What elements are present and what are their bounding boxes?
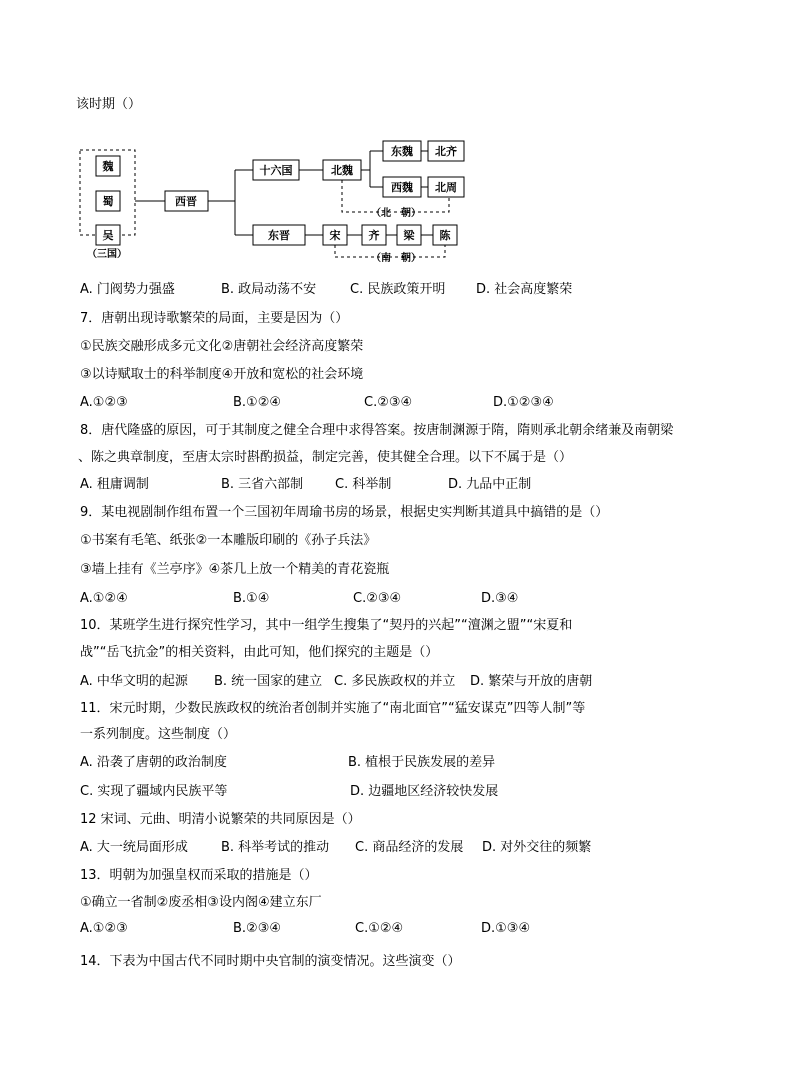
q11-option-c: C. 实现了疆域内民族平等 <box>80 784 228 799</box>
q7-items-2: ③以诗赋取士的科举制度④开放和宽松的社会环境 <box>80 367 364 382</box>
label-wei: 魏 <box>102 160 114 173</box>
q10-option-a: A. 中华文明的起源 <box>80 674 188 689</box>
q8-option-c: C. 科举制 <box>335 477 392 492</box>
label-beiwei: 北魏 <box>331 164 353 177</box>
q9-stem: 9．某电视剧制作组布置一个三国初年周瑜书房的场景，根据史实判断其道具中搞错的是（） <box>80 505 609 520</box>
q11-option-a: A. 沿袭了唐朝的政治制度 <box>80 755 227 770</box>
q14-stem: 14．下表为中国古代不同时期中央官制的演变情况。这些演变（） <box>80 954 461 969</box>
q6-option-d: D. 社会高度繁荣 <box>476 282 573 297</box>
label-beizhou: 北周 <box>435 181 457 194</box>
q12-option-c: C. 商品经济的发展 <box>355 840 464 855</box>
label-xijin: 西晋 <box>175 195 197 208</box>
q9-items-2: ③墙上挂有《兰亭序》④茶几上放一个精美的青花瓷瓶 <box>80 562 390 577</box>
label-liang: 梁 <box>403 229 415 242</box>
label-shiliuguo: 十六国 <box>259 164 293 177</box>
q13-option-c: C.①②④ <box>355 921 404 936</box>
q7-option-b: B.①②④ <box>233 395 282 410</box>
q6-option-a: A. 门阀势力强盛 <box>80 282 175 297</box>
q10-stem-1: 10．某班学生进行探究性学习，其中一组学生搜集了“契丹的兴起”“澶渊之盟”“宋夏和 <box>80 618 573 633</box>
label-nanchao: （南 朝） <box>371 253 421 264</box>
q7-option-a: A.①②③ <box>80 395 128 410</box>
q8-option-a: A. 租庸调制 <box>80 477 149 492</box>
label-chen: 陈 <box>439 229 451 242</box>
label-dongjin: 东晋 <box>268 229 290 242</box>
q9-option-d: D.③④ <box>481 591 519 606</box>
q8-stem-2: 、陈之典章制度，至唐太宗时斟酌损益，制定完善，使其健全合理。以下不属于是（） <box>78 450 573 465</box>
q7-option-d: D.①②③④ <box>493 395 554 410</box>
q11-option-d: D. 边疆地区经济较快发展 <box>350 784 499 799</box>
q8-stem-1: 8．唐代隆盛的原因，可于其制度之健全合理中求得答案。按唐制渊源于隋，隋则承北朝余绪兼及南朝梁 <box>80 423 674 438</box>
q11-option-b: B. 植根于民族发展的差异 <box>348 755 496 770</box>
q10-option-b: B. 统一国家的建立 <box>214 674 323 689</box>
q13-option-d: D.①③④ <box>481 921 531 936</box>
q12-option-d: D. 对外交往的频繁 <box>482 840 592 855</box>
label-wu: 吴 <box>102 229 114 242</box>
q10-option-c: C. 多民族政权的并立 <box>334 674 456 689</box>
label-xiwei: 西魏 <box>391 181 413 194</box>
q10-option-d: D. 繁荣与开放的唐朝 <box>470 674 593 689</box>
label-shu: 蜀 <box>102 195 114 208</box>
q11-stem-2: 一系列制度。这些制度（） <box>80 727 237 742</box>
label-sanguo: （三国） <box>87 249 127 260</box>
q9-items-1: ①书案有毛笔、纸张②一本雕版印刷的《孙子兵法》 <box>80 533 377 548</box>
q7-option-c: C.②③④ <box>364 395 413 410</box>
q12-option-b: B. 科举考试的推动 <box>221 840 330 855</box>
q13-items: ①确立一省制②废丞相③设内阁④建立东厂 <box>80 895 322 910</box>
q13-option-b: B.②③④ <box>233 921 282 936</box>
q8-option-d: D. 九品中正制 <box>448 477 532 492</box>
label-qi: 齐 <box>368 229 380 242</box>
q7-stem: 7．唐朝出现诗歌繁荣的局面，主要是因为（） <box>80 311 349 326</box>
label-song: 宋 <box>329 229 341 242</box>
q13-stem: 13．明朝为加强皇权而采取的措施是（） <box>80 868 318 883</box>
q12-option-a: A. 大一统局面形成 <box>80 840 188 855</box>
q13-option-a: A.①②③ <box>80 921 128 936</box>
q9-option-c: C.②③④ <box>353 591 402 606</box>
intro-line: 该时期（） <box>76 97 142 112</box>
q10-stem-2: 战”“岳飞抗金”的相关资料，由此可知，他们探究的主题是（） <box>80 645 439 660</box>
q9-option-a: A.①②④ <box>80 591 128 606</box>
q8-option-b: B. 三省六部制 <box>221 477 304 492</box>
label-beichao: （北 朝） <box>371 208 421 219</box>
dynasty-diagram <box>0 140 793 270</box>
q11-stem-1: 11．宋元时期，少数民族政权的统治者创制并实施了“南北面官”“猛安谋克”四等人制”等 <box>80 701 586 716</box>
q6-option-c: C. 民族政策开明 <box>350 282 446 297</box>
q12-stem: 12 宋词、元曲、明清小说繁荣的共同原因是（） <box>80 812 361 827</box>
q9-option-b: B.①④ <box>233 591 270 606</box>
q6-option-b: B. 政局动荡不安 <box>221 282 317 297</box>
label-beiqi: 北齐 <box>435 145 457 158</box>
q7-items-1: ①民族交融形成多元文化②唐朝社会经济高度繁荣 <box>80 339 364 354</box>
label-dongwei: 东魏 <box>391 145 413 158</box>
